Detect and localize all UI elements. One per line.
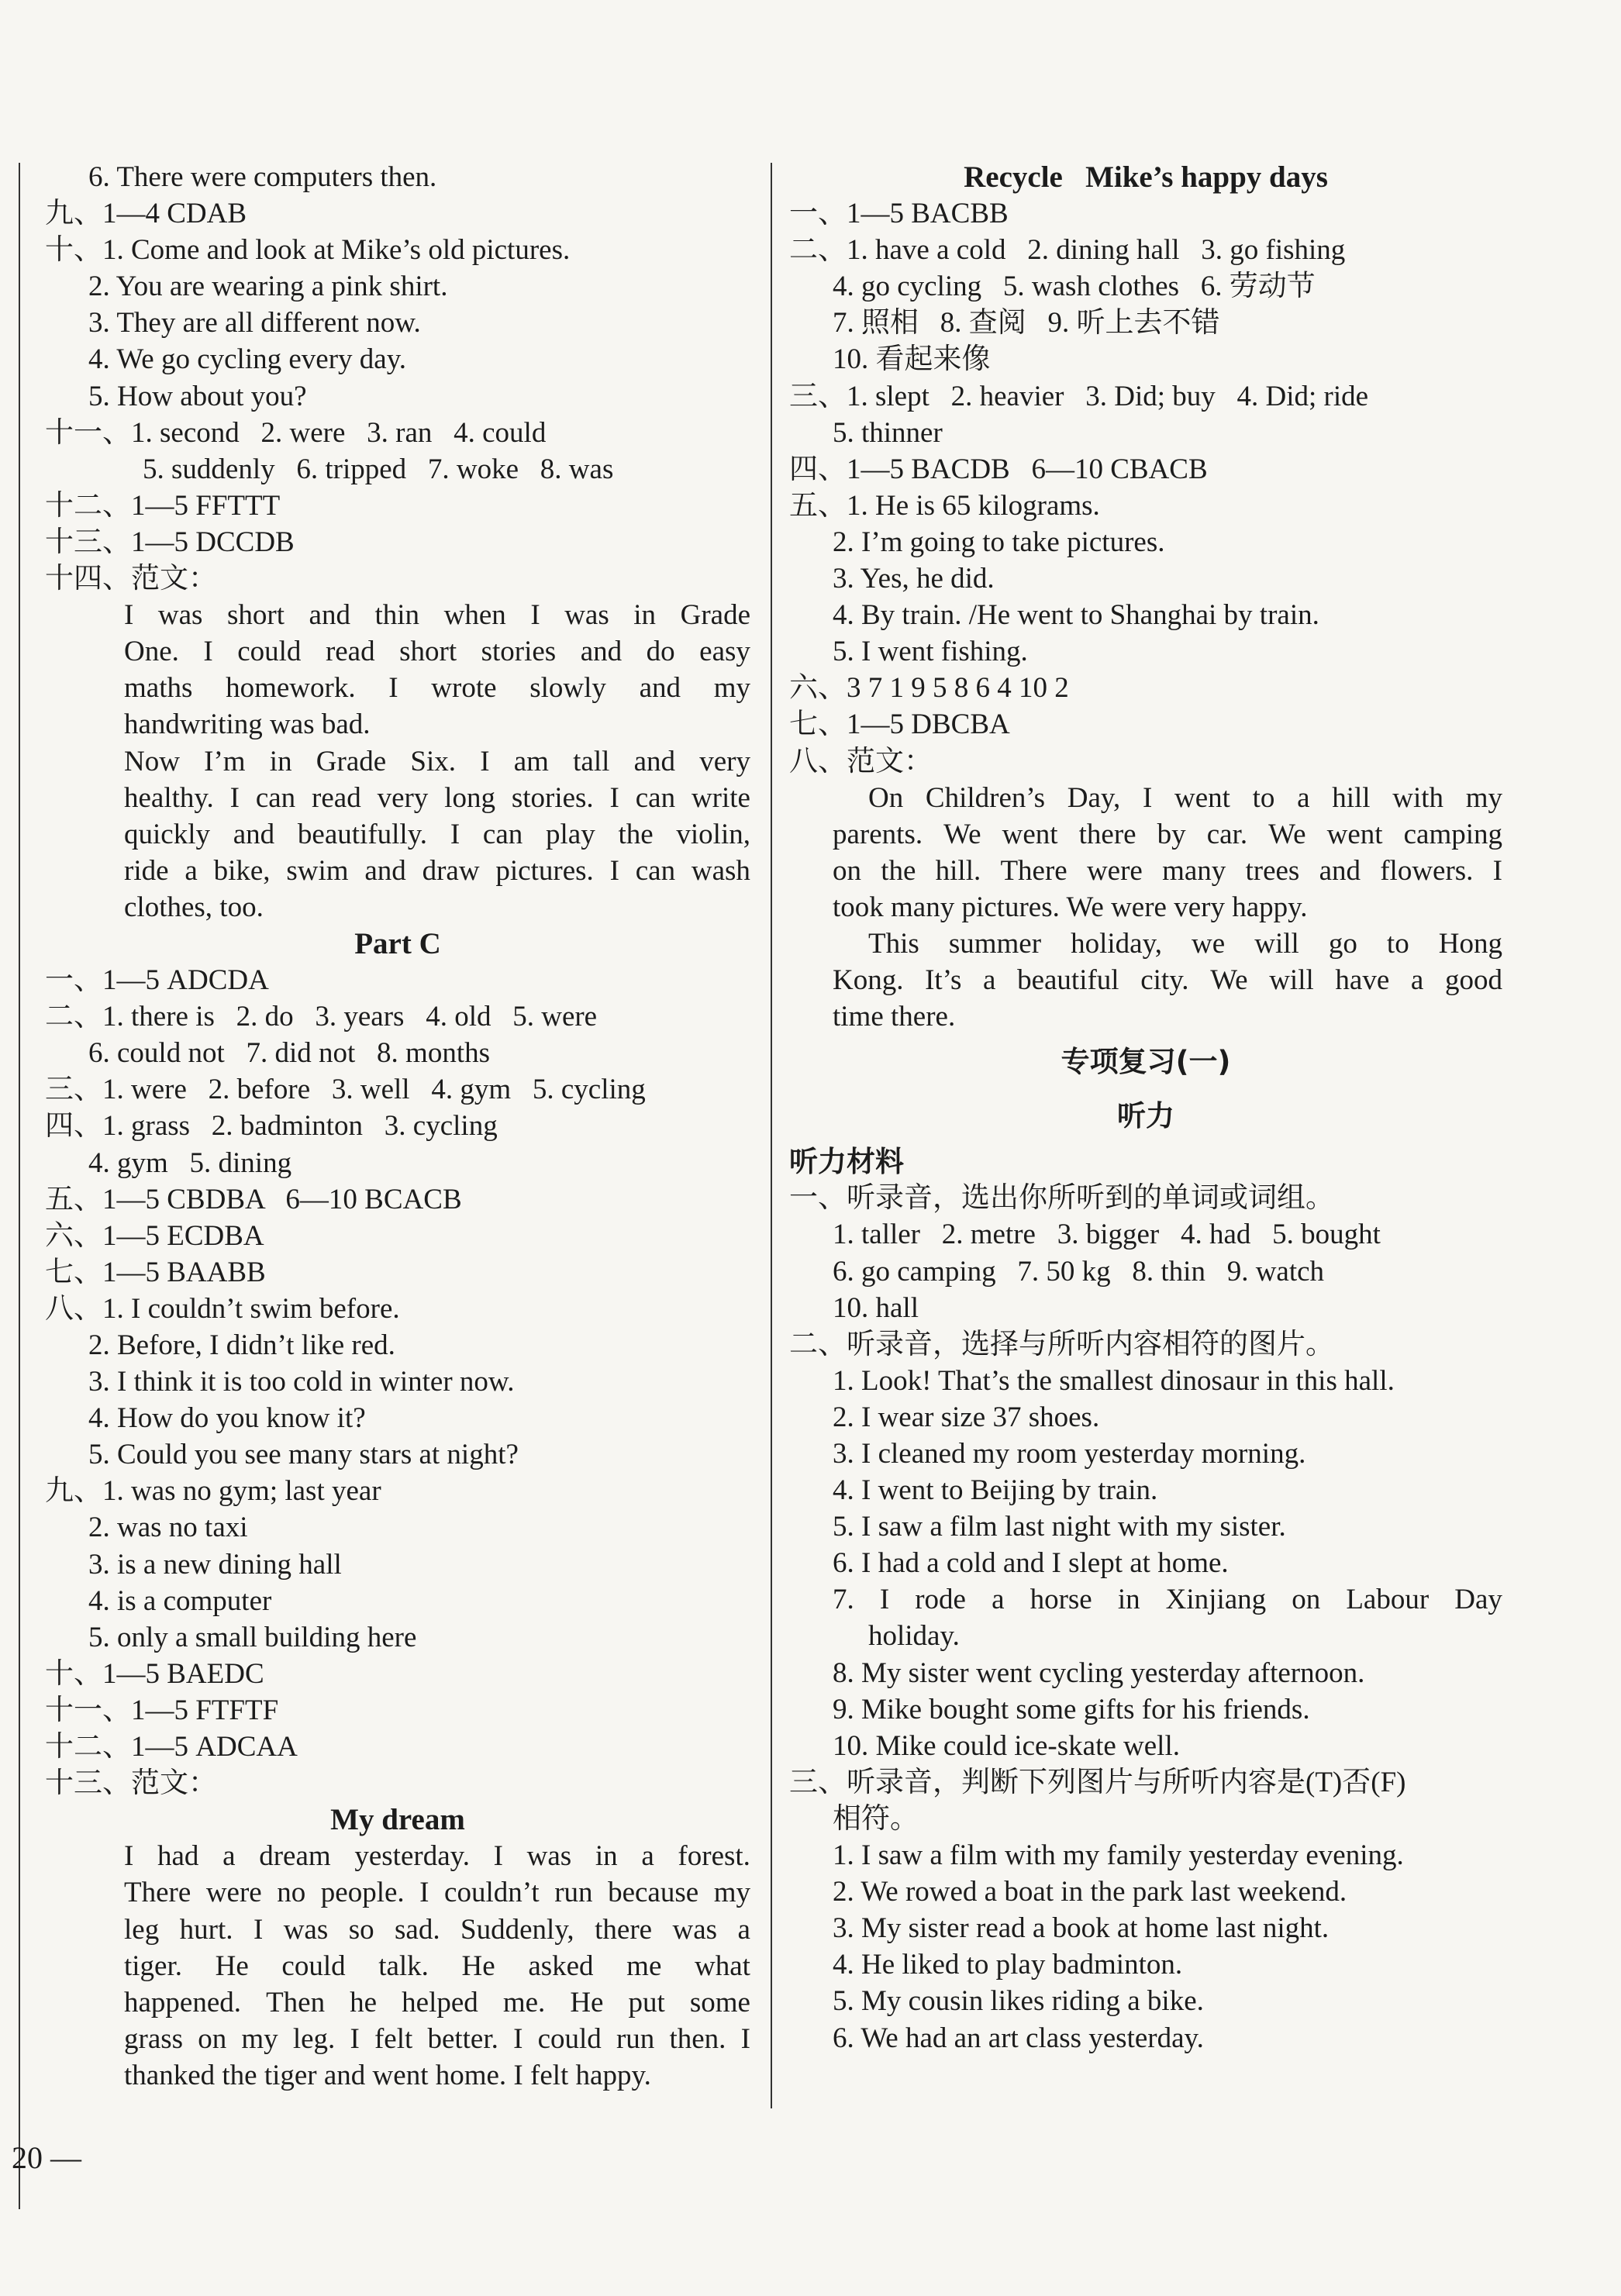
word: a — [992, 1584, 1005, 1616]
right-line-2: 二、1. have a cold 2. dining hall 3. go fishing — [789, 234, 1346, 267]
word: Then — [266, 1986, 326, 2018]
word: I — [609, 781, 619, 814]
right-line-0: Recycle Mike’s happy days — [964, 160, 1328, 194]
left-line-36: 九、1. was no gym; last year — [45, 1475, 381, 1508]
word: some — [689, 1986, 750, 2018]
word: were — [1086, 854, 1143, 887]
right-line-47: 3. My sister read a book at home last night. — [833, 1912, 1330, 1945]
word: a — [222, 1840, 236, 1873]
word: I — [513, 2022, 523, 2055]
word: This — [868, 927, 919, 960]
left-line-10: 十三、1—5 DCCDB — [45, 526, 295, 558]
left-line-47 — [45, 1874, 750, 1911]
word: with — [1392, 781, 1444, 814]
word: helped — [402, 1986, 478, 2018]
word: read — [325, 636, 375, 668]
word: was — [157, 599, 203, 632]
left-line-9: 十二、1—5 FFTTT — [45, 489, 281, 522]
left-line-32: 2. Before, I didn’t like red. — [88, 1329, 395, 1361]
left-line-3: 2. You are wearing a pink shirt. — [88, 271, 448, 303]
left-line-39: 4. is a computer — [88, 1584, 272, 1617]
word: Grade — [316, 745, 387, 777]
column-divider — [771, 163, 772, 2108]
right-line-17 — [789, 780, 1502, 816]
word: people. — [320, 1877, 405, 1909]
word: in — [269, 745, 292, 777]
word: beautifully. — [297, 818, 428, 850]
word: can — [635, 854, 676, 887]
left-line-14 — [45, 670, 750, 706]
word: then. — [669, 2022, 726, 2055]
word: We — [943, 818, 981, 850]
left-line-24: 6. could not 7. did not 8. months — [88, 1037, 490, 1070]
word: There — [1000, 854, 1067, 887]
word: Kong. — [833, 964, 904, 997]
word: my — [1465, 781, 1502, 814]
word: There — [124, 1877, 191, 1909]
left-line-16 — [45, 743, 750, 780]
word: I — [1492, 854, 1502, 887]
word: had — [157, 1840, 199, 1873]
right-line-32: 1. Look! That’s the smallest dinosaur in this hall. — [833, 1364, 1395, 1397]
word: beautiful — [1017, 964, 1119, 997]
left-line-43: 十二、1—5 ADCAA — [45, 1731, 298, 1763]
right-line-49: 5. My cousin likes riding a bike. — [833, 1985, 1204, 2018]
word: and — [1319, 854, 1361, 887]
right-line-9: 五、1. He is 65 kilograms. — [789, 489, 1100, 522]
word: he — [350, 1986, 378, 2018]
word: was — [526, 1840, 572, 1873]
right-line-18 — [789, 816, 1502, 853]
word: on — [1292, 1584, 1321, 1616]
word: in — [633, 599, 657, 632]
word: dream — [259, 1840, 331, 1873]
word: One. — [124, 636, 179, 668]
right-line-24: 专项复习(一) — [1061, 1045, 1231, 1079]
word: a — [641, 1840, 654, 1873]
word: city. — [1140, 964, 1189, 997]
word: and — [364, 854, 406, 887]
word: thin — [374, 599, 420, 632]
right-line-21 — [789, 926, 1502, 962]
word: He — [215, 1950, 249, 1982]
right-line-30: 10. hall — [833, 1291, 919, 1324]
word: tiger. — [124, 1950, 183, 1982]
word: in — [595, 1840, 618, 1873]
left-line-37: 2. was no taxi — [88, 1512, 248, 1544]
word: Day — [1454, 1584, 1502, 1616]
word: 7. — [833, 1584, 854, 1616]
right-line-29: 6. go camping 7. 50 kg 8. thin 9. watch — [833, 1255, 1325, 1288]
word: put — [628, 1986, 665, 2018]
word: holiday, — [1071, 927, 1162, 960]
left-line-49 — [45, 1948, 750, 1984]
word: I’m — [204, 745, 246, 777]
word: on — [833, 854, 861, 887]
word: when — [443, 599, 506, 632]
left-line-22: 一、1—5 ADCDA — [45, 964, 269, 997]
word: and — [309, 599, 350, 632]
word: wash — [691, 854, 750, 887]
word: short — [226, 599, 285, 632]
left-line-12 — [45, 597, 750, 633]
page-number: 20 — — [12, 2140, 81, 2175]
word: no — [277, 1877, 306, 1909]
left-line-7: 十一、1. second 2. were 3. ran 4. could — [45, 416, 547, 449]
right-line-41: 9. Mike bought some gifts for his friends. — [833, 1693, 1310, 1725]
left-line-1: 九、1—4 CDAB — [45, 198, 247, 230]
word: sad. — [395, 1913, 440, 1946]
word: and — [580, 636, 623, 668]
word: my — [241, 2022, 278, 2055]
word: I — [530, 599, 540, 632]
right-line-8: 四、1—5 BACDB 6—10 CBACB — [789, 453, 1208, 485]
right-line-34: 3. I cleaned my room yesterday morning. — [833, 1438, 1306, 1470]
word: have — [1335, 964, 1390, 997]
word: me. — [502, 1986, 546, 2018]
word: car. — [1206, 818, 1248, 850]
word: the — [618, 818, 654, 850]
word: I — [740, 2022, 750, 2055]
right-line-38 — [789, 1581, 1502, 1618]
word: Now — [124, 745, 180, 777]
right-line-50: 6. We had an art class yesterday. — [833, 2022, 1204, 2054]
word: I — [879, 1584, 890, 1616]
word: easy — [699, 636, 750, 668]
word: can — [255, 781, 296, 814]
word: grass — [124, 2022, 184, 2055]
word: swim — [286, 854, 349, 887]
left-line-40: 5. only a small building here — [88, 1621, 417, 1653]
right-line-45: 1. I saw a film with my family yesterday evening. — [833, 1839, 1404, 1872]
word: in — [1117, 1584, 1140, 1616]
word: Hong — [1438, 927, 1502, 960]
word: Xinjiang — [1165, 1584, 1267, 1616]
word: I — [609, 854, 619, 887]
word: we — [1192, 927, 1226, 960]
word: can — [482, 818, 523, 850]
left-line-21: Part C — [354, 926, 441, 960]
left-line-26: 四、1. grass 2. badminton 3. cycling — [45, 1110, 498, 1143]
left-line-25: 三、1. were 2. before 3. well 4. gym 5. cycling — [45, 1074, 646, 1106]
left-line-15: handwriting was bad. — [124, 708, 371, 741]
word: went — [1002, 818, 1058, 850]
word: It’s — [925, 964, 962, 997]
word: and — [233, 818, 275, 850]
word: We — [1210, 964, 1248, 997]
word: talk. — [378, 1950, 429, 1982]
word: was — [283, 1913, 329, 1946]
right-line-14: 六、3 7 1 9 5 8 6 4 10 2 — [789, 672, 1069, 705]
word: can — [635, 781, 676, 814]
word: horse — [1030, 1584, 1092, 1616]
word: could — [537, 2022, 602, 2055]
word: I — [124, 1840, 134, 1873]
word: was — [564, 599, 609, 632]
word: yesterday. — [354, 1840, 470, 1873]
left-line-41: 十、1—5 BAEDC — [45, 1657, 264, 1690]
left-line-23: 二、1. there is 2. do 3. years 4. old 5. were — [45, 1001, 598, 1033]
right-line-42: 10. Mike could ice-skate well. — [833, 1729, 1180, 1762]
left-line-29: 六、1—5 ECDBA — [45, 1219, 264, 1252]
word: do — [646, 636, 675, 668]
word: He — [570, 1986, 604, 2018]
word: leg. — [292, 2022, 336, 2055]
left-line-6: 5. How about you? — [88, 380, 307, 412]
word: write — [691, 781, 750, 814]
word: He — [461, 1950, 495, 1982]
word: We — [1268, 818, 1306, 850]
word: what — [694, 1950, 750, 1982]
right-line-12: 4. By train. /He went to Shanghai by train. — [833, 599, 1319, 632]
word: Labour — [1346, 1584, 1430, 1616]
right-line-35: 4. I went to Beijing by train. — [833, 1474, 1158, 1507]
word: Suddenly, — [460, 1913, 574, 1946]
word: I — [203, 636, 213, 668]
word: there — [1078, 818, 1136, 850]
word: I — [493, 1840, 503, 1873]
word: there — [595, 1913, 653, 1946]
left-line-33: 3. I think it is too cold in winter now. — [88, 1366, 515, 1398]
left-line-35: 5. Could you see many stars at night? — [88, 1439, 519, 1471]
word: Day, — [1067, 781, 1121, 814]
word: violin, — [676, 818, 750, 850]
left-line-0: 6. There were computers then. — [88, 161, 437, 193]
left-line-28: 五、1—5 CBDBA 6—10 BCACB — [45, 1183, 462, 1215]
word: I — [388, 672, 398, 705]
word: Six. — [410, 745, 456, 777]
left-line-13 — [45, 633, 750, 670]
left-line-20: clothes, too. — [124, 891, 264, 923]
word: stories. — [511, 781, 594, 814]
right-line-46: 2. We rowed a boat in the park last weekend. — [833, 1876, 1347, 1908]
word: draw — [422, 854, 480, 887]
left-line-38: 3. is a new dining hall — [88, 1548, 342, 1581]
left-line-30: 七、1—5 BAABB — [45, 1256, 266, 1288]
word: play — [546, 818, 595, 850]
word: hill. — [935, 854, 981, 887]
right-line-43: 三、听录音，判断下列图片与所听内容是(T)否(F) — [789, 1766, 1406, 1798]
word: stories — [481, 636, 557, 668]
word: Children’s — [925, 781, 1046, 814]
word: better. — [427, 2022, 498, 2055]
left-line-45: My dream — [330, 1803, 465, 1837]
left-line-11: 十四、范文： — [45, 563, 217, 595]
right-line-27: 一、听录音，选出你所听到的单词或词组。 — [789, 1182, 1334, 1215]
word: maths — [124, 672, 193, 705]
word: to — [1386, 927, 1409, 960]
word: my — [713, 672, 750, 705]
word: slowly — [529, 672, 606, 705]
right-line-15: 七、1—5 DBCBA — [789, 708, 1010, 741]
word: camping — [1403, 818, 1502, 850]
left-margin-rule — [19, 163, 20, 2209]
word: were — [205, 1877, 262, 1909]
word: was — [672, 1913, 718, 1946]
word: a — [983, 964, 996, 997]
right-line-22 — [789, 962, 1502, 998]
word: I — [229, 781, 240, 814]
word: could — [281, 1950, 346, 1982]
left-line-50 — [45, 1984, 750, 2021]
word: am — [513, 745, 549, 777]
right-line-20: took many pictures. We were very happy. — [833, 891, 1308, 923]
left-line-4: 3. They are all different now. — [88, 307, 421, 340]
right-line-26: 听力材料 — [789, 1145, 904, 1179]
word: I — [253, 1913, 264, 1946]
left-line-51 — [45, 2021, 750, 2057]
word: ride — [124, 854, 169, 887]
word: Grade — [680, 599, 750, 632]
word: long — [444, 781, 495, 814]
word: a — [1410, 964, 1424, 997]
right-line-23: time there. — [833, 1001, 956, 1033]
right-line-39: holiday. — [868, 1620, 960, 1653]
word: leg — [124, 1913, 160, 1946]
word: pictures. — [495, 854, 594, 887]
word: happened. — [124, 1986, 242, 2018]
left-line-48 — [45, 1912, 750, 1948]
left-line-5: 4. We go cycling every day. — [88, 343, 407, 376]
left-line-52: thanked the tiger and went home. I felt happy. — [124, 2059, 651, 2091]
left-line-46 — [45, 1838, 750, 1874]
word: I — [480, 745, 490, 777]
word: couldn’t — [444, 1877, 540, 1909]
word: good — [1444, 964, 1502, 997]
word: I — [124, 599, 134, 632]
right-line-4: 7. 照相 8. 查阅 9. 听上去不错 — [833, 307, 1220, 340]
word: On — [868, 781, 904, 814]
word: a — [737, 1913, 750, 1946]
right-line-28: 1. taller 2. metre 3. bigger 4. had 5. bought — [833, 1219, 1381, 1251]
right-line-13: 5. I went fishing. — [833, 636, 1028, 668]
word: summer — [948, 927, 1042, 960]
right-column — [789, 159, 1502, 2056]
left-line-17 — [45, 780, 750, 816]
right-line-44: 相符。 — [833, 1802, 919, 1835]
left-line-8: 5. suddenly 6. tripped 7. woke 8. was — [143, 453, 614, 485]
word: a — [185, 854, 198, 887]
word: very — [377, 781, 429, 814]
word: the — [881, 854, 916, 887]
word: felt — [374, 2022, 413, 2055]
right-line-48: 4. He liked to play badminton. — [833, 1949, 1183, 1981]
word: will — [1254, 927, 1299, 960]
right-line-16: 八、范文： — [789, 745, 933, 777]
word: so — [348, 1913, 374, 1946]
left-column — [45, 159, 750, 2094]
word: because — [608, 1877, 699, 1909]
right-line-19 — [789, 853, 1502, 889]
right-line-37: 6. I had a cold and I slept at home. — [833, 1547, 1229, 1580]
right-line-7: 5. thinner — [833, 416, 943, 449]
word: on — [198, 2022, 227, 2055]
word: healthy. — [124, 781, 214, 814]
word: I — [1142, 781, 1153, 814]
word: go — [1328, 927, 1357, 960]
left-line-18 — [45, 816, 750, 853]
word: me — [626, 1950, 662, 1982]
word: run — [554, 1877, 593, 1909]
left-line-27: 4. gym 5. dining — [88, 1146, 292, 1179]
right-line-36: 5. I saw a film last night with my sister. — [833, 1511, 1286, 1543]
word: forest. — [678, 1840, 750, 1873]
word: went — [1174, 781, 1230, 814]
word: rode — [915, 1584, 966, 1616]
left-line-34: 4. How do you know it? — [88, 1402, 366, 1435]
word: asked — [528, 1950, 594, 1982]
left-line-42: 十一、1—5 FTFTF — [45, 1694, 279, 1726]
right-line-33: 2. I wear size 37 shoes. — [833, 1401, 1100, 1433]
word: hill — [1332, 781, 1371, 814]
right-line-31: 二、听录音，选择与所听内容相符的图片。 — [789, 1328, 1334, 1360]
word: read — [312, 781, 361, 814]
left-line-19 — [45, 853, 750, 889]
word: and — [633, 745, 676, 777]
right-line-1: 一、1—5 BACBB — [789, 198, 1009, 230]
word: flowers. — [1380, 854, 1474, 887]
word: tall — [573, 745, 610, 777]
right-line-5: 10. 看起来像 — [833, 343, 991, 376]
word: I — [350, 2022, 360, 2055]
word: run — [616, 2022, 655, 2055]
right-line-11: 3. Yes, he did. — [833, 563, 995, 595]
word: many — [1162, 854, 1226, 887]
right-line-10: 2. I’m going to take pictures. — [833, 526, 1165, 558]
word: could — [237, 636, 302, 668]
word: and — [639, 672, 681, 705]
word: I — [450, 818, 460, 850]
word: parents. — [833, 818, 923, 850]
right-line-3: 4. go cycling 5. wash clothes 6. 劳动节 — [833, 271, 1316, 303]
right-line-6: 三、1. slept 2. heavier 3. Did; buy 4. Did; ride — [789, 380, 1369, 412]
left-line-44: 十三、范文： — [45, 1767, 217, 1800]
word: bike, — [213, 854, 271, 887]
word: homework. — [226, 672, 356, 705]
right-line-40: 8. My sister went cycling yesterday afternoon. — [833, 1656, 1365, 1689]
left-line-31: 八、1. I couldn’t swim before. — [45, 1292, 400, 1325]
word: by — [1157, 818, 1186, 850]
word: will — [1269, 964, 1314, 997]
left-line-2: 十、1. Come and look at Mike’s old pictures. — [45, 234, 571, 267]
word: quickly — [124, 818, 210, 850]
word: I — [419, 1877, 429, 1909]
word: very — [699, 745, 750, 777]
right-line-25: 听力 — [1117, 1099, 1174, 1133]
word: went — [1326, 818, 1383, 850]
word: my — [713, 1877, 750, 1909]
word: hurt. — [179, 1913, 233, 1946]
word: short — [399, 636, 457, 668]
word: wrote — [431, 672, 497, 705]
word: a — [1297, 781, 1310, 814]
word: to — [1252, 781, 1275, 814]
word: trees — [1245, 854, 1300, 887]
